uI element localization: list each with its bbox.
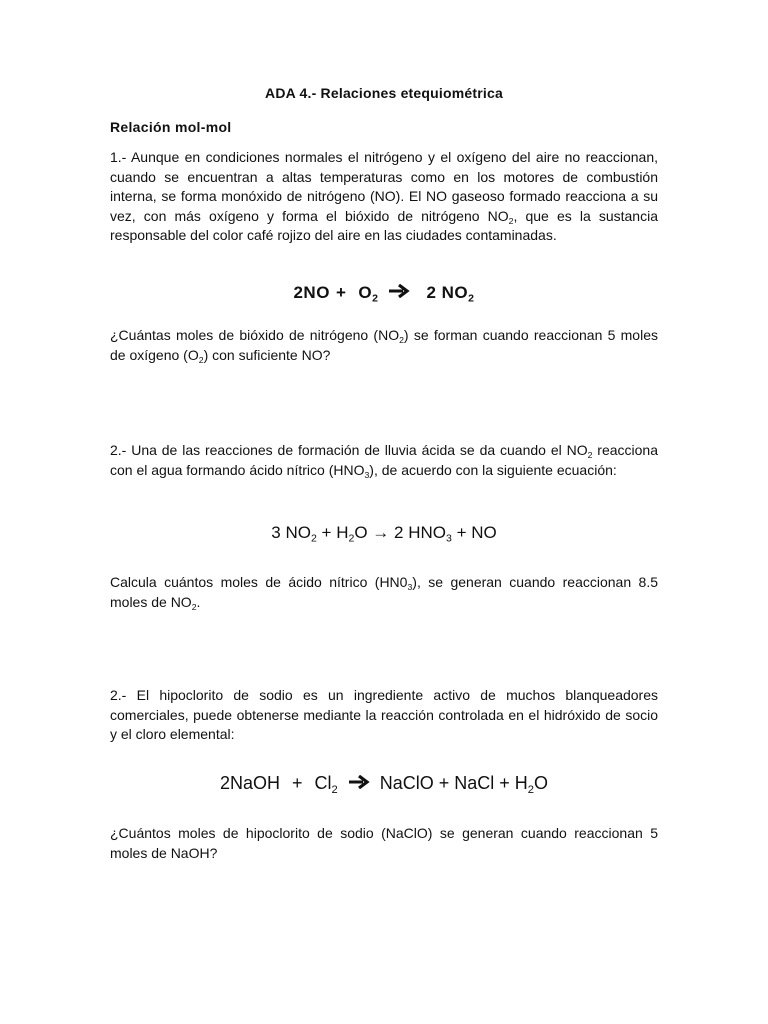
- section-heading: Relación mol-mol: [110, 119, 232, 135]
- question-1: ¿Cuántas moles de bióxido de nitrógeno $(NO_2)$ se forman cuando reaccionan 5 moles de oxígeno $(O_2)$ con suficiente NO?: [110, 327, 658, 365]
- question-3: ¿Cuántos moles de hipoclorito de sodio (NaClO) se generan cuando reaccionan 5 moles de NaOH?: [110, 825, 658, 861]
- reaction-arrow-icon: →: [372, 523, 390, 542]
- problem-1-text-a: 1.- Aunque en condiciones normales el nitrógeno y el oxígeno del aire no reaccionan, cuando se encuentran a altas temperaturas como en los motores de combustión interna, se forma monóxido de nitrógeno (NO). El NO gaseoso formado reacciona a su vez, con más oxígeno y forma el bióxido de nitrógeno: [110, 149, 658, 224]
- equation-3: 2NaOH + $Cl_2$ NaClO + NaCl + $H_2O$: [219, 773, 549, 796]
- reaction-arrow-icon: [348, 773, 370, 794]
- document-title: ADA 4.- Relaciones etequiométrica: [265, 85, 503, 101]
- equation-1: $2NO + O_2$ 2 $NO_2$: [293, 283, 475, 305]
- problem-2-statement: 2.- Una de las reacciones de formación de lluvia ácida se da cuando el $NO_2$ reacciona con el agua formando ácido nítrico $(HNO_3)$, de acuerdo con la siguiente ecuación:: [110, 442, 658, 480]
- problem-1-text-b: , que es la sustancia responsable del color café rojizo del aire en las ciudades contaminadas.: [110, 207, 658, 243]
- reaction-arrow-icon: [388, 283, 410, 303]
- question-2: Calcula cuántos moles de ácido nítrico $(HN0_3)$, se generan cuando reaccionan 8.5 moles de $NO_2$.: [110, 574, 658, 612]
- problem-1-statement: [110, 148, 658, 246]
- problem-1-formula: $NO_2$: [487, 207, 514, 226]
- problem-3-statement: 2.- El hipoclorito de sodio es un ingrediente activo de muchos blanqueadores comerciales, puede obtenerse mediante la reacción controlada en el hidróxido de socio y el cloro elemental:: [110, 687, 658, 742]
- equation-2: 3 $NO_2 + H_2O \to 2$ $HNO_3$ + NO: [271, 523, 497, 545]
